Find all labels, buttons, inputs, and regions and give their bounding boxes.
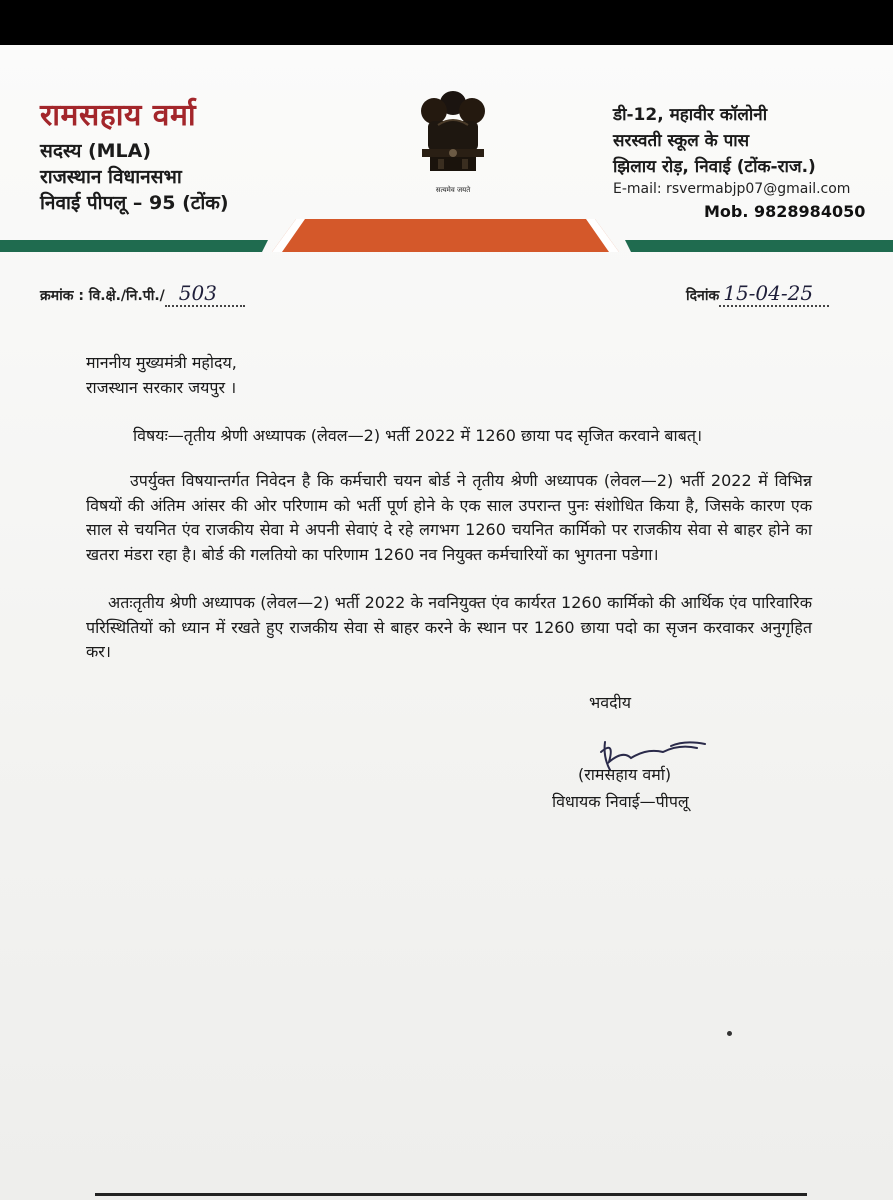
emblem-caption: सत्यमेव जयते [435,186,471,194]
letterhead-name: रामसहाय वर्मा [40,98,197,133]
signatory-designation: विधायक निवाई—पीपलू [552,792,689,811]
national-emblem-icon [408,85,498,193]
address-line-2: सरस्वती स्कूल के पास [613,131,750,151]
signatory-name: (रामसहाय वर्मा) [578,765,672,784]
date-value: 15-04-25 [723,281,814,305]
addressee-line-1: माननीय मुख्यमंत्री महोदय, [86,353,237,372]
addressee-line-2: राजस्थान सरकार जयपुर । [86,378,237,397]
letterhead-constituency: निवाई पीपलू – 95 (टोंक) [40,192,229,214]
letterhead-designation: सदस्य (MLA) [40,140,152,162]
body-paragraph-1: उपर्युक्त विषयान्तर्गत निवेदन है कि कर्मचारी चयन बोर्ड ने तृतीय श्रेणी अध्यापक (लेवल—2) भर्ती 2022 में विभिन्न विषयों की अंतिम आंसर की ओर परिणाम को भर्ती पूर्ण होने के एक साल उपरान्त पुनः संशोधित किया है, जिसके कारण एक साल से चयनित एंव राजकीय सेवा मे अपनी सेवाएं दे रहे लगभग 1260 चयनित कार्मिको पर राजकीय सेवा से बाहर होने का खतरा मंडरा रहा है। बोर्ड की गलतियो का परिणाम 1260 नव नियुक्त कर्मचारियों का भुगतना पडेगा। [86,471,812,564]
bottom-edge-line [95,1193,807,1196]
reference-number [40,281,245,307]
address-line-3: झिलाय रोड़, निवाई (टोंक-राज.) [613,157,816,177]
letterhead-assembly: राजस्थान विधानसभा [40,166,182,188]
address-line-1: डी-12, महावीर कॉलोनी [613,105,768,125]
body-paragraph-2: अतःतृतीय श्रेणी अध्यापक (लेवल—2) भर्ती 2022 के नवनियुक्त एंव कार्यरत 1260 कार्मिको की आर्थिक एंव पारिवारिक परिस्थितियों को ध्यान में रखते हुए राजकीय सेवा से बाहर करने के स्थान पर 1260 छाया पदो का सृजन करवाकर अनुगृहित कर। [86,593,812,661]
subject-line: विषयः—तृतीय श्रेणी अध्यापक (लेवल—2) भर्ती 2022 में 1260 छाया पद सृजित करवाने बाबत्। [133,426,703,445]
closing-text: भवदीय [589,693,632,712]
top-black-bar [0,0,893,45]
reference-label: क्रमांक : वि.क्षे./नि.पी./ [40,288,165,304]
date-label: दिनांक [686,288,720,304]
date-field [686,281,829,307]
ink-dot [727,1031,732,1036]
email-text: E-mail: rsvermabjp07@gmail.com [613,181,851,197]
letterhead-divider-band [0,215,893,255]
reference-number-value: 503 [178,281,217,305]
mobile-text: Mob. 9828984050 [704,202,866,221]
